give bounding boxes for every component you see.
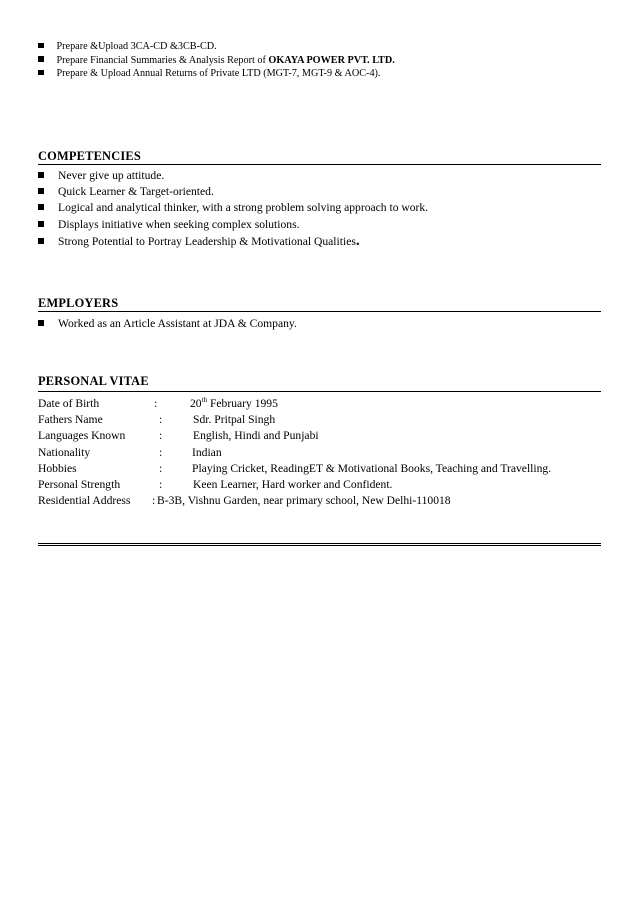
vitae-value: Keen Learner, Hard worker and Confident. — [193, 477, 393, 491]
list-item — [38, 316, 297, 332]
list-item-text: Strong Potential to Portray Leadership & Motivational Qualities — [58, 234, 356, 248]
list-item-text: Prepare Financial Summaries & Analysis Report of — [56, 54, 269, 66]
dob-rest: February 1995 — [207, 397, 278, 410]
list-item-text: Prepare & Upload Annual Returns of Private LTD (MGT-7, MGT-9 & AOC-4). — [56, 68, 381, 79]
square-bullet-icon — [38, 204, 44, 210]
list-item-text: Displays initiative when seeking complex solutions. — [58, 217, 300, 231]
personal-vitae-heading: PERSONAL VITAE — [38, 374, 149, 388]
list-item-text: Worked as an Article Assistant at JDA & Company. — [58, 317, 297, 330]
vitae-colon: : — [159, 461, 163, 475]
vitae-colon: : — [159, 445, 163, 459]
list-item — [38, 168, 428, 184]
vitae-value: B-3B, Vishnu Garden, near primary school, New Delhi-110018 — [157, 494, 451, 508]
top-task-list — [38, 40, 395, 81]
vitae-value: English, Hindi and Punjabi — [193, 429, 319, 443]
vitae-colon: : — [159, 429, 163, 443]
square-bullet-icon — [38, 43, 44, 49]
footer-divider — [38, 543, 601, 546]
vitae-value: Playing Cricket, ReadingET & Motivational Books, Teaching and Travelling. — [192, 461, 552, 475]
vitae-label: Languages Known — [38, 429, 126, 443]
vitae-colon: : — [159, 477, 163, 491]
list-item — [38, 233, 428, 250]
list-item-text: Quick Learner & Target-oriented. — [58, 185, 214, 199]
vitae-label: Fathers Name — [38, 413, 103, 427]
list-item — [38, 217, 428, 233]
dob-day: 20 — [190, 397, 202, 410]
employers-list — [38, 316, 297, 332]
list-item-text: Logical and analytical thinker, with a strong problem solving approach to work. — [58, 201, 429, 215]
list-item-text: Prepare &Upload 3CA-CD &3CB-CD. — [56, 41, 217, 52]
section-divider — [38, 311, 601, 312]
vitae-label: Residential Address — [38, 494, 131, 508]
section-divider — [38, 164, 601, 165]
list-item — [38, 200, 428, 216]
vitae-label: Date of Birth — [38, 397, 100, 410]
square-bullet-icon — [38, 238, 44, 244]
vitae-value: Indian — [192, 445, 222, 459]
vitae-colon: : — [152, 494, 156, 508]
square-bullet-icon — [38, 188, 44, 194]
section-divider — [38, 391, 601, 392]
competencies-list — [38, 168, 428, 250]
list-item-text: Never give up attitude. — [58, 169, 165, 182]
dob-day-suffix: th — [201, 396, 208, 405]
competencies-heading: COMPETENCIES — [38, 149, 141, 163]
vitae-value — [190, 396, 278, 412]
square-bullet-icon — [38, 320, 44, 326]
vitae-label: Hobbies — [38, 461, 77, 475]
company-name: OKAYA POWER PVT. LTD. — [268, 54, 395, 66]
list-item-suffix: . — [355, 232, 360, 249]
list-item — [38, 67, 395, 81]
square-bullet-icon — [38, 56, 44, 62]
list-item — [38, 184, 428, 200]
square-bullet-icon — [38, 172, 44, 178]
square-bullet-icon — [38, 70, 44, 76]
square-bullet-icon — [38, 221, 44, 227]
employers-heading: EMPLOYERS — [38, 296, 119, 310]
vitae-value: Sdr. Pritpal Singh — [193, 413, 276, 427]
vitae-label: Nationality — [38, 445, 91, 459]
vitae-colon: : — [154, 397, 158, 410]
list-item — [38, 54, 395, 68]
list-item — [38, 40, 395, 54]
vitae-colon: : — [159, 413, 163, 427]
vitae-label: Personal Strength — [38, 477, 121, 491]
